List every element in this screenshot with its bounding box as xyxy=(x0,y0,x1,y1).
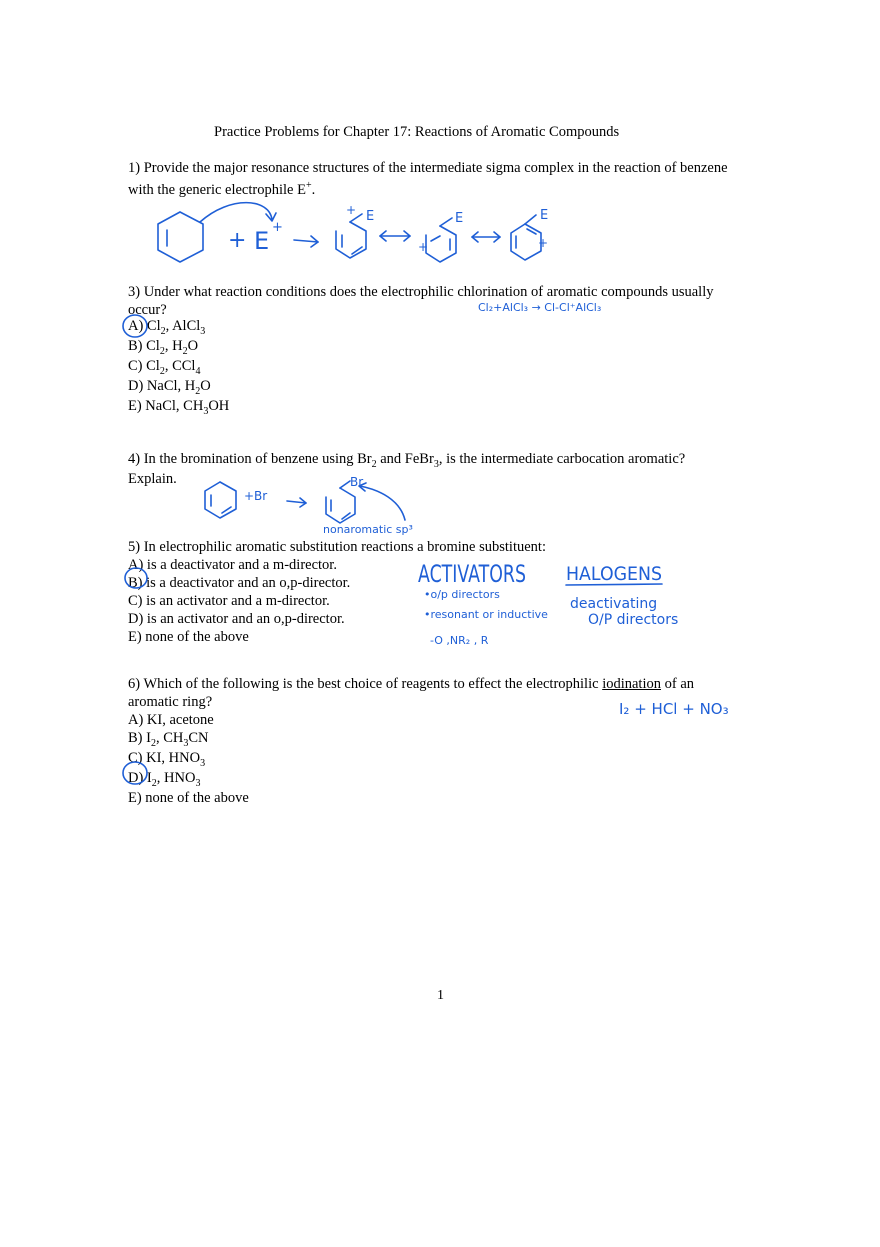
q1-benzene-ring xyxy=(158,212,203,262)
q6-d-text: D) I xyxy=(128,770,152,786)
q3-b-tail: O xyxy=(187,338,199,354)
q3-a-mid: , AlCl xyxy=(165,318,201,334)
activators-title: ACTIVATORS xyxy=(418,560,526,588)
q5-answer-circle xyxy=(125,568,147,588)
q1-charge-1: + xyxy=(346,203,357,217)
q1-sub-e-2: E xyxy=(455,211,464,226)
q1-sigma-complex-1 xyxy=(336,214,366,258)
halogens-item-1: deactivating xyxy=(570,596,658,612)
q1-sigma-complex-3 xyxy=(511,215,541,260)
q1-charge-2: + xyxy=(418,240,429,254)
q4-text-b: and FeBr xyxy=(376,451,434,467)
activators-item-1: •o/p directors xyxy=(424,588,500,601)
q1-forward-arrow xyxy=(294,240,318,242)
q3-answer-circle xyxy=(123,315,147,337)
q5-option-d: D) is an activator and an o,p-director. xyxy=(128,611,345,627)
activators-item-3: -O ,NR₂ , R xyxy=(430,634,489,647)
q3-c-mid: , CCl xyxy=(164,358,196,374)
q1-plus-sign: + xyxy=(228,228,247,253)
q3-a-sub1: 2 xyxy=(160,325,166,337)
q6-d-sub1: 2 xyxy=(151,777,157,789)
q1-period: . xyxy=(311,181,316,198)
q1-charge: + xyxy=(305,180,312,191)
q6-answer-circle xyxy=(123,762,147,784)
q6-option-e: E) none of the above xyxy=(128,790,249,806)
halogens-underline xyxy=(566,584,662,585)
q6-text-a: 6) Which of the following is the best choice of reagents to effect the electrophilic xyxy=(128,676,603,692)
q1-sigma-complex-2 xyxy=(426,218,456,262)
q6-b-text: B) I xyxy=(128,730,151,746)
q4-text-c: , is the intermediate carbocation aromatic? xyxy=(438,451,686,467)
activators-item-2: •resonant or inductive xyxy=(424,608,548,621)
page-number: 1 xyxy=(437,988,444,1003)
halogens-item-2: O/P directors xyxy=(588,612,679,628)
q3-d-text: D) NaCl, H xyxy=(128,378,196,394)
q3-line-2: occur? xyxy=(128,302,167,318)
q6-b-mid: , CH xyxy=(155,730,184,746)
q3-c-sub1: 2 xyxy=(159,365,165,377)
q6-underlined-word: iodination xyxy=(602,676,661,692)
q4-note: nonaromatic sp³ xyxy=(323,523,413,536)
q3-d-sub1: 2 xyxy=(195,385,201,397)
q6-note: I₂ + HCl + NO₃ xyxy=(619,700,729,718)
q5-option-a: A) is a deactivator and a m-director. xyxy=(128,557,337,573)
q3-b-text: B) Cl xyxy=(128,338,160,354)
q3-line-1: 3) Under what reaction conditions does the electrophilic chlorination of aromatic compounds usually xyxy=(128,284,714,300)
q3-a-text: A) Cl xyxy=(128,318,161,334)
q3-c-sub2: 4 xyxy=(195,365,201,377)
q6-c-sub1: 3 xyxy=(200,757,206,769)
q4-pointer-arrow xyxy=(360,486,405,520)
q1-e-charge: + xyxy=(272,220,283,235)
q5-option-e: E) none of the above xyxy=(128,629,249,645)
q3-c-text: C) Cl xyxy=(128,358,160,374)
q1-sub-e-3: E xyxy=(540,208,549,223)
q1-electrophile: E xyxy=(254,227,270,255)
q6-b-tail: CN xyxy=(188,730,209,746)
q3-d-mid: O xyxy=(200,378,211,394)
q5-line-1: 5) In electrophilic aromatic substitution reactions a bromine substituent: xyxy=(128,539,546,555)
q3-b-sub2: 2 xyxy=(182,345,188,357)
q3-a-sub2: 3 xyxy=(200,325,206,337)
q1-charge-3: + xyxy=(538,236,549,250)
q6-d-sub2: 3 xyxy=(195,777,201,789)
q4-product-br: Br xyxy=(350,475,364,489)
q6-text-b: of an xyxy=(661,676,695,692)
q4-text-a: 4) In the bromination of benzene using Br xyxy=(128,451,372,467)
halogens-title: HALOGENS xyxy=(566,563,662,585)
page-title: Practice Problems for Chapter 17: Reactions of Aromatic Compounds xyxy=(214,124,620,140)
q3-e-text: E) NaCl, CH xyxy=(128,398,204,414)
q4-sub1: 2 xyxy=(371,458,377,470)
q1-line-1: 1) Provide the major resonance structures of the intermediate sigma complex in the reaction of benzene xyxy=(128,160,728,176)
q5-option-c: C) is an activator and a m-director. xyxy=(128,593,330,609)
q1-curved-arrow xyxy=(200,203,272,222)
q5-option-b: B) is a deactivator and an o,p-director. xyxy=(128,575,351,591)
q3-b-mid: , H xyxy=(164,338,183,354)
q6-d-mid: , HNO xyxy=(156,770,196,786)
q3-e-mid: OH xyxy=(208,398,230,414)
q6-b-sub1: 2 xyxy=(150,737,156,749)
q4-line-2: Explain. xyxy=(128,471,177,487)
q4-benzene-ring xyxy=(205,482,236,518)
q3-b-sub1: 2 xyxy=(159,345,165,357)
q3-reaction-note: Cl₂+AlCl₃ → Cl-Cl⁺AlCl₃ xyxy=(478,301,602,314)
q6-option-a: A) KI, acetone xyxy=(128,712,214,728)
q6-b-sub2: 3 xyxy=(183,737,189,749)
q4-sub2: 3 xyxy=(433,458,439,470)
q3-e-sub1: 3 xyxy=(203,405,209,417)
q6-line-2: aromatic ring? xyxy=(128,694,213,710)
q6-c-text: C) KI, HNO xyxy=(128,750,201,766)
q1-sub-e-1: E xyxy=(366,209,375,224)
q1-line-2-text: with the generic electrophile E xyxy=(128,181,306,198)
q4-reagent: +Br xyxy=(244,489,268,503)
